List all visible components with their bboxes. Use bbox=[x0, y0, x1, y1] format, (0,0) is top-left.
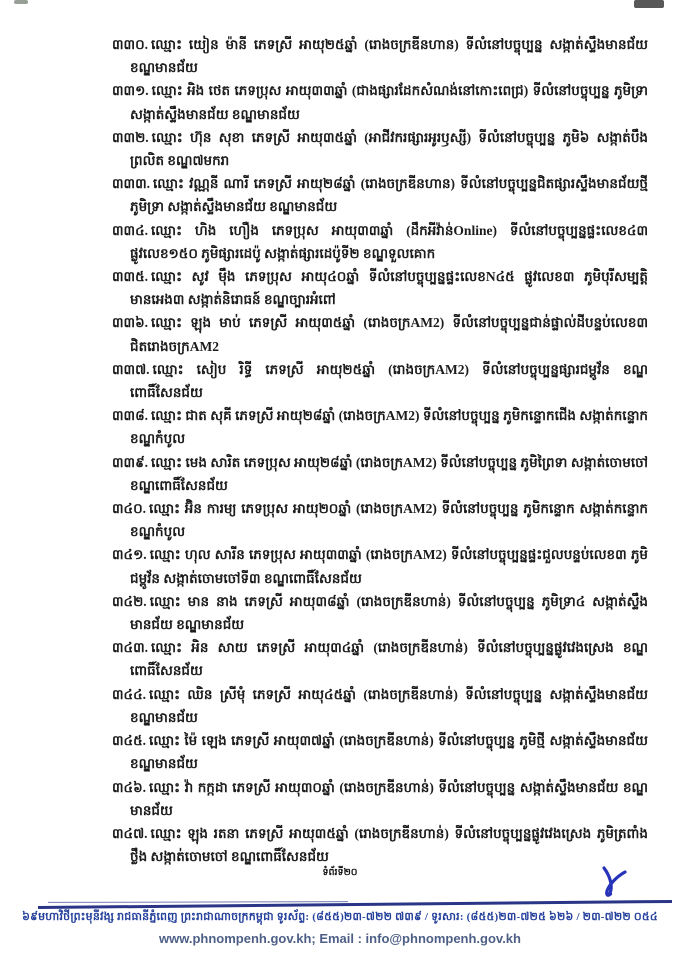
entry-text: ឈ្មោះ ហុល សារីន ភេទប្រុស អាយុ៣៣ឆ្នាំ (រោងចក្រAM2) ទីលំនៅបច្ចុប្បន្នផ្ទះជួលបន្ទប់លេខ៣ ភូមិជម្ពូវ័ន សង្កាត់ចោមចៅទី៣ ខណ្ឌពោធិ៍សែនជ័យ bbox=[130, 547, 648, 586]
entry-text: ឈ្មោះ វណ្ណនី ណារី ភេទស្រី អាយុ២៨ឆ្នាំ (រោងចក្រឌីនហាន) ទីលំនៅបច្ចុប្បន្នជិតផ្សារស្ទឹងមានជ័យថ្មី ភូមិទ្រា សង្កាត់ស្ទឹងមានជ័យ ខណ្ឌមានជ័យ bbox=[130, 176, 648, 215]
page-number: ទំព័រទី២០ bbox=[322, 868, 358, 878]
entry-text: ឈ្មោះ ហិង ហឿង ភេទប្រុស អាយុ៣៣ឆ្នាំ (ដឹកអីវ៉ាន់Online) ទីលំនៅបច្ចុប្បន្នផ្ទះលេខ៤៣ ផ្លូវលេខ១៥០ ភូមិផ្សារដេប៉ូ សង្កាត់ផ្សារដេប៉ូទី២ ខណ្ឌទួលគោក bbox=[130, 222, 648, 261]
entry-number: ៣៤៤. bbox=[112, 686, 147, 702]
entry-number: ៣៣៨. bbox=[112, 408, 149, 424]
list-item bbox=[112, 683, 648, 729]
entry-number: ៣៤៧. bbox=[112, 825, 148, 841]
footer-divider bbox=[38, 900, 672, 909]
list-item bbox=[112, 636, 648, 682]
entry-text: ឈ្មោះ ឡុង រតនា ភេទស្រី អាយុ៣៥ឆ្នាំ (រោងចក្រឌីនហាន់) ទីលំនៅបច្ចុប្បន្នផ្លូវវេងស្រេង ភូមិត្រពាំងថ្លឹង សង្កាត់ចោមចៅ ខណ្ឌពោធិ៍សែនជ័យ bbox=[130, 825, 648, 865]
entry-number: ៣៣២. bbox=[112, 129, 149, 145]
entry-text: ឈ្មោះ សៀប រិទ្ធី ភេទស្រី អាយុ២៥ឆ្នាំ (រោងចក្រAM2) ទីលំនៅបច្ចុប្បន្នផ្សារជម្ពូវ័ន ខណ្ឌពោធិ៍សែនជ័យ bbox=[130, 361, 648, 401]
scan-artifact-top-right bbox=[634, 0, 664, 8]
entry-number: ៣៣៧. bbox=[112, 361, 150, 377]
entry-text: ឈ្មោះ ហ៊ុន សុខា ភេទស្រី អាយុ៣៥ឆ្នាំ (អាជីវករផ្សារអូរឫស្សី) ទីលំនៅបច្ចុប្បន្ន ភូមិ៦ សង្កាត់បឹងព្រលិត ខណ្ឌ៧មករា bbox=[130, 129, 648, 169]
entry-text: ឈ្មោះ អ៊ិន ការម្យ ភេទប្រុស អាយុ២០ឆ្នាំ (រោងចក្រAM2) ទីលំនៅបច្ចុប្បន្ន ភូមិកន្ទោក សង្កាត់កន្ទោក ខណ្ឌកំបូល bbox=[130, 501, 648, 540]
entry-text: ឈ្មោះ ឈិន ស្រីមុំ ភេទស្រី អាយុ៤៥ឆ្នាំ (រោងចក្រឌីនហាន់) ទីលំនៅបច្ចុប្បន្ន សង្កាត់ស្ទឹងមានជ័យ ខណ្ឌមានជ័យ bbox=[130, 686, 648, 725]
list-item bbox=[112, 219, 648, 265]
footer-web-email: www.phnompenh.gov.kh; Email : info@phnompenh.gov.kh bbox=[159, 931, 521, 946]
list-item bbox=[112, 543, 648, 589]
entry-number: ៣៤២. bbox=[112, 593, 147, 609]
list-item bbox=[112, 590, 648, 636]
list-item bbox=[112, 79, 648, 125]
entry-number: ៣៣៩. bbox=[112, 454, 149, 470]
entry-text: ឈ្មោះ ម៉ៃ ឡេង ភេទស្រី អាយុ៣៧ឆ្នាំ (រោងចក្រឌីនហាន់) ទីលំនៅបច្ចុប្បន្ន ភូមិថ្មី សង្កាត់ស្ទឹងមានជ័យ ខណ្ឌមានជ័យ bbox=[130, 733, 648, 772]
scan-artifact-top-left bbox=[14, 0, 28, 4]
list-item bbox=[112, 33, 648, 79]
list-item bbox=[112, 404, 648, 450]
list-item bbox=[112, 822, 648, 868]
entry-text: ឈ្មោះ អិន សាយ ភេទស្រី អាយុ៣៤ឆ្នាំ (រោងចក្រឌីនហាន់) ទីលំនៅបច្ចុប្បន្នផ្លូវវេងស្រេង ខណ្ឌពោធិ៍សែនជ័យ bbox=[130, 640, 648, 679]
entry-text: ឈ្មោះ វ៉ា កក្កដា ភេទស្រី អាយុ៣០ឆ្នាំ (រោងចក្រឌីនហាន់) ទីលំនៅបច្ចុប្បន្ន សង្កាត់ស្ទឹងមានជ័យ ខណ្ឌមានជ័យ bbox=[130, 779, 648, 818]
entry-number: ៣៣៦. bbox=[112, 315, 149, 331]
entry-number: ៣៤៣. bbox=[112, 640, 149, 656]
entry-number: ៣៤៦. bbox=[112, 779, 147, 795]
list-item bbox=[112, 172, 648, 218]
entry-text: ឈ្មោះ មេង សារិត ភេទប្រុស អាយុ២៨ឆ្នាំ (រោងចក្រAM2) ទីលំនៅបច្ចុប្បន្ន ភូមិព្រៃទា សង្កាត់ចោមចៅ ខណ្ឌពោធិ៍សែនជ័យ bbox=[130, 454, 648, 493]
entry-text: ឈ្មោះ យៀន ម៉ានី ភេទស្រី អាយុ២៥ឆ្នាំ (រោងចក្រឌីនហាន) ទីលំនៅបច្ចុប្បន្ន សង្កាត់ស្ទឹងមានជ័យ ខណ្ឌមានជ័យ bbox=[130, 37, 648, 76]
entry-number: ៣៤០. bbox=[112, 501, 147, 517]
list-item bbox=[112, 729, 648, 775]
entry-number: ៣៤៥. bbox=[112, 733, 147, 749]
list-item bbox=[112, 451, 648, 497]
entry-number: ៣៤១. bbox=[112, 547, 147, 563]
entry-text: ឈ្មោះ ជាត សុគី ភេទស្រី អាយុ២៨ឆ្នាំ (រោងចក្រAM2) ទីលំនៅបច្ចុប្បន្ន ភូមិកន្ទោកជើង សង្កាត់កន្ទោក ខណ្ឌកំបូល bbox=[130, 408, 648, 447]
entry-text: ឈ្មោះ មាន នាង ភេទស្រី អាយុ៣៨ឆ្នាំ (រោងចក្រឌីនហាន់) ទីលំនៅបច្ចុប្បន្ន ភូមិទ្រា៤ សង្កាត់ស្ទឹងមានជ័យ ខណ្ឌមានជ័យ bbox=[130, 593, 648, 633]
entry-number: ៣៣៥. bbox=[112, 269, 149, 285]
list-item bbox=[112, 776, 648, 822]
list-item bbox=[112, 265, 648, 311]
entry-number: ៣៣០. bbox=[112, 37, 149, 52]
entry-text: ឈ្មោះ ឡុង មាប់ ភេទស្រី អាយុ៣៥ឆ្នាំ (រោងចក្រAM2) ទីលំនៅបច្ចុប្បន្នជាន់ផ្ទាល់ដីបន្ទប់លេខ៣ ជិតរោងចក្រAM2 bbox=[130, 315, 648, 354]
list-item bbox=[112, 126, 648, 172]
entry-list bbox=[112, 33, 648, 868]
footer-address: ៦៩មហាវិថីព្រះមុនីវង្ស រាជធានីភ្នំពេញ ព្រះរាជាណាចក្រកម្ពុជា ទូរស័ព្ទ: (៨៥៥)២៣-៧២២ ៧៣៩ / ទូរសារ: (៨៥៥)២៣-៧២៥ ៦២៦ / ២៣-៧២២ ០៥៤ bbox=[22, 911, 658, 923]
entry-number: ៣៣៤. bbox=[112, 222, 149, 238]
entry-text: ឈ្មោះ អិង ថេត ភេទប្រុស អាយុ៣៣ឆ្នាំ (ជាងផ្សារដែកសំណង់នៅកោះពេជ្រ) ទីលំនៅបច្ចុប្បន្ន ភូមិទ្រា សង្កាត់ស្ទឹងមានជ័យ ខណ្ឌមានជ័យ bbox=[130, 83, 648, 122]
list-item bbox=[112, 497, 648, 543]
list-item bbox=[112, 358, 648, 404]
entry-number: ៣៣១. bbox=[112, 83, 149, 99]
list-item bbox=[112, 311, 648, 357]
entry-number: ៣៣៣. bbox=[112, 176, 150, 192]
entry-text: ឈ្មោះ សូវ ម៉ឹង ភេទប្រុស អាយុ៤០ឆ្នាំ ទីលំនៅបច្ចុប្បន្នផ្ទះលេខN៤៥ ផ្លូវលេខ៣ ភូមិបុរីសម្បត្តិមានអេង៣ សង្កាត់និរោធន៍ ខណ្ឌច្បារអំពៅ bbox=[130, 269, 648, 308]
